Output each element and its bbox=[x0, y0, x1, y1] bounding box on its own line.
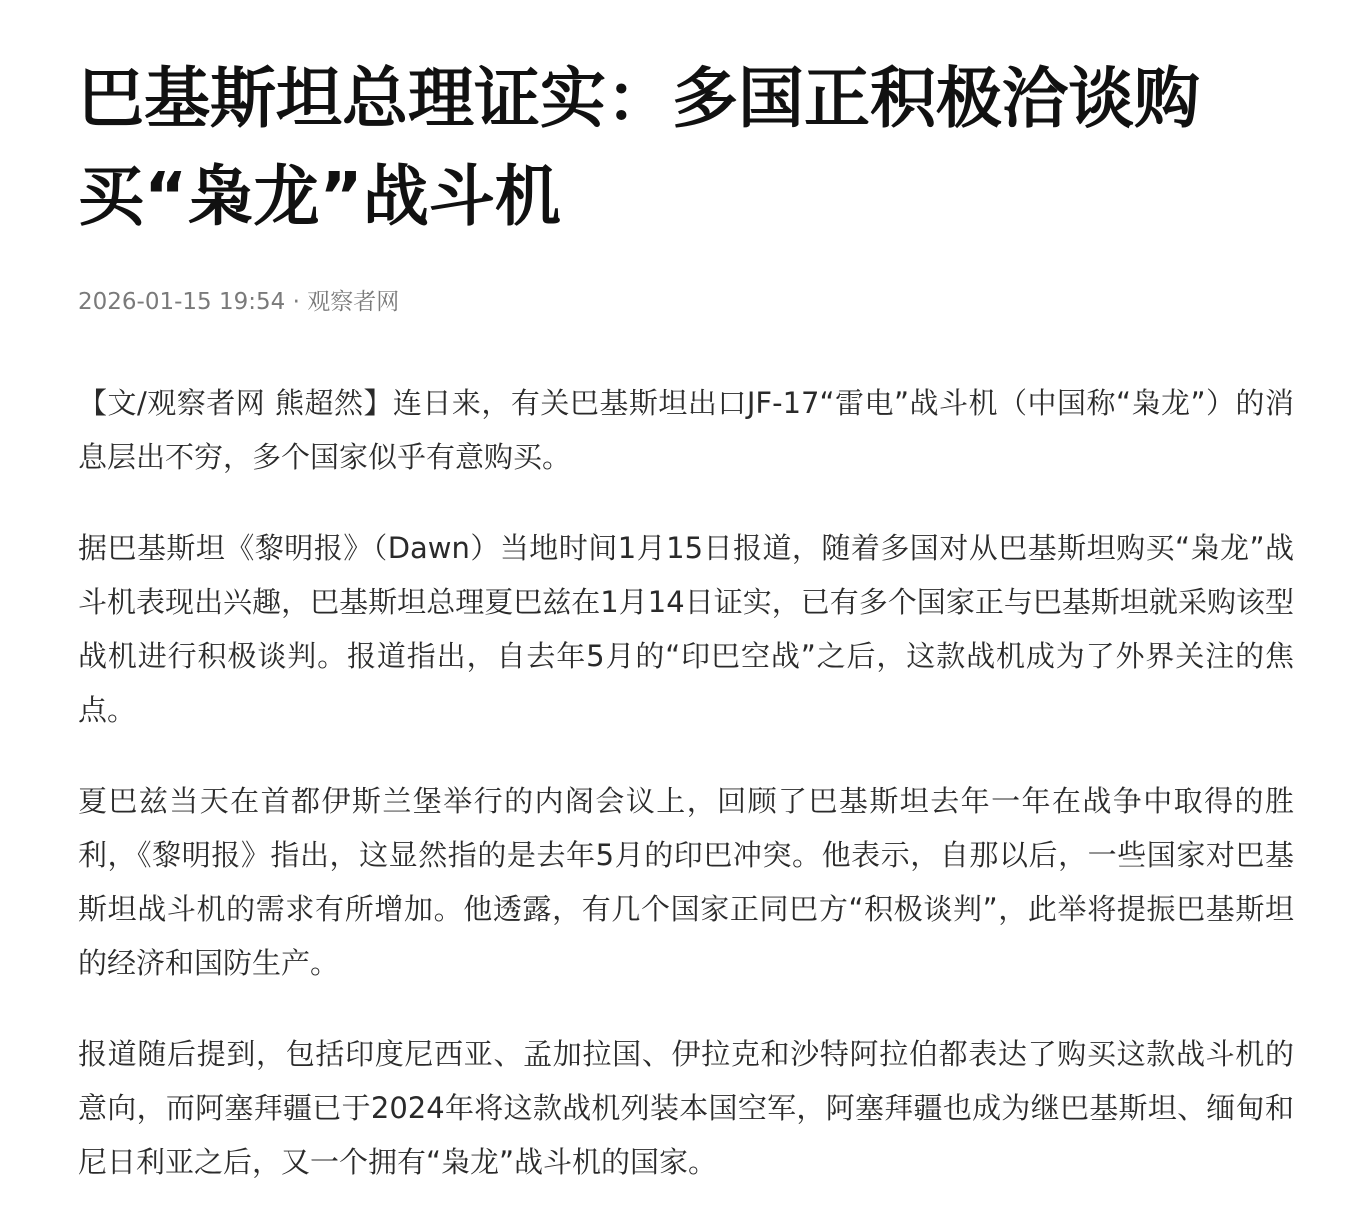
article-meta: 2026-01-15 19:54 · 观察者网 bbox=[78, 289, 400, 315]
article-body bbox=[78, 376, 1294, 1189]
paragraph: 【文/观察者网 熊超然】连日来，有关巴基斯坦出口JF-17“雷电”战斗机（中国称“枭龙”）的消息层出不穷，多个国家似乎有意购买。 bbox=[78, 386, 1294, 474]
paragraph: 夏巴兹当天在首都伊斯兰堡举行的内阁会议上，回顾了巴基斯坦去年一年在战争中取得的胜利，《黎明报》指出，这显然指的是去年5月的印巴冲突。他表示，自那以后，一些国家对巴基斯坦战斗机的需求有所增加。他透露，有几个国家正同巴方“积极谈判”，此举将提振巴基斯坦的经济和国防生产。 bbox=[78, 784, 1294, 980]
article-title: 巴基斯坦总理证实：多国正积极洽谈购买“枭龙”战斗机 bbox=[78, 60, 1200, 235]
paragraph: 据巴基斯坦《黎明报》（Dawn）当地时间1月15日报道，随着多国对从巴基斯坦购买“枭龙”战斗机表现出兴趣，巴基斯坦总理夏巴兹在1月14日证实，已有多个国家正与巴基斯坦就采购该型战机进行积极谈判。报道指出，自去年5月的“印巴空战”之后，这款战机成为了外界关注的焦点。 bbox=[78, 531, 1294, 727]
article bbox=[78, 0, 1294, 1226]
paragraph: 报道随后提到，包括印度尼西亚、孟加拉国、伊拉克和沙特阿拉伯都表达了购买这款战斗机的意向，而阿塞拜疆已于2024年将这款战机列装本国空军，阿塞拜疆也成为继巴基斯坦、缅甸和尼日利亚之后，又一个拥有“枭龙”战斗机的国家。 bbox=[78, 1037, 1294, 1179]
